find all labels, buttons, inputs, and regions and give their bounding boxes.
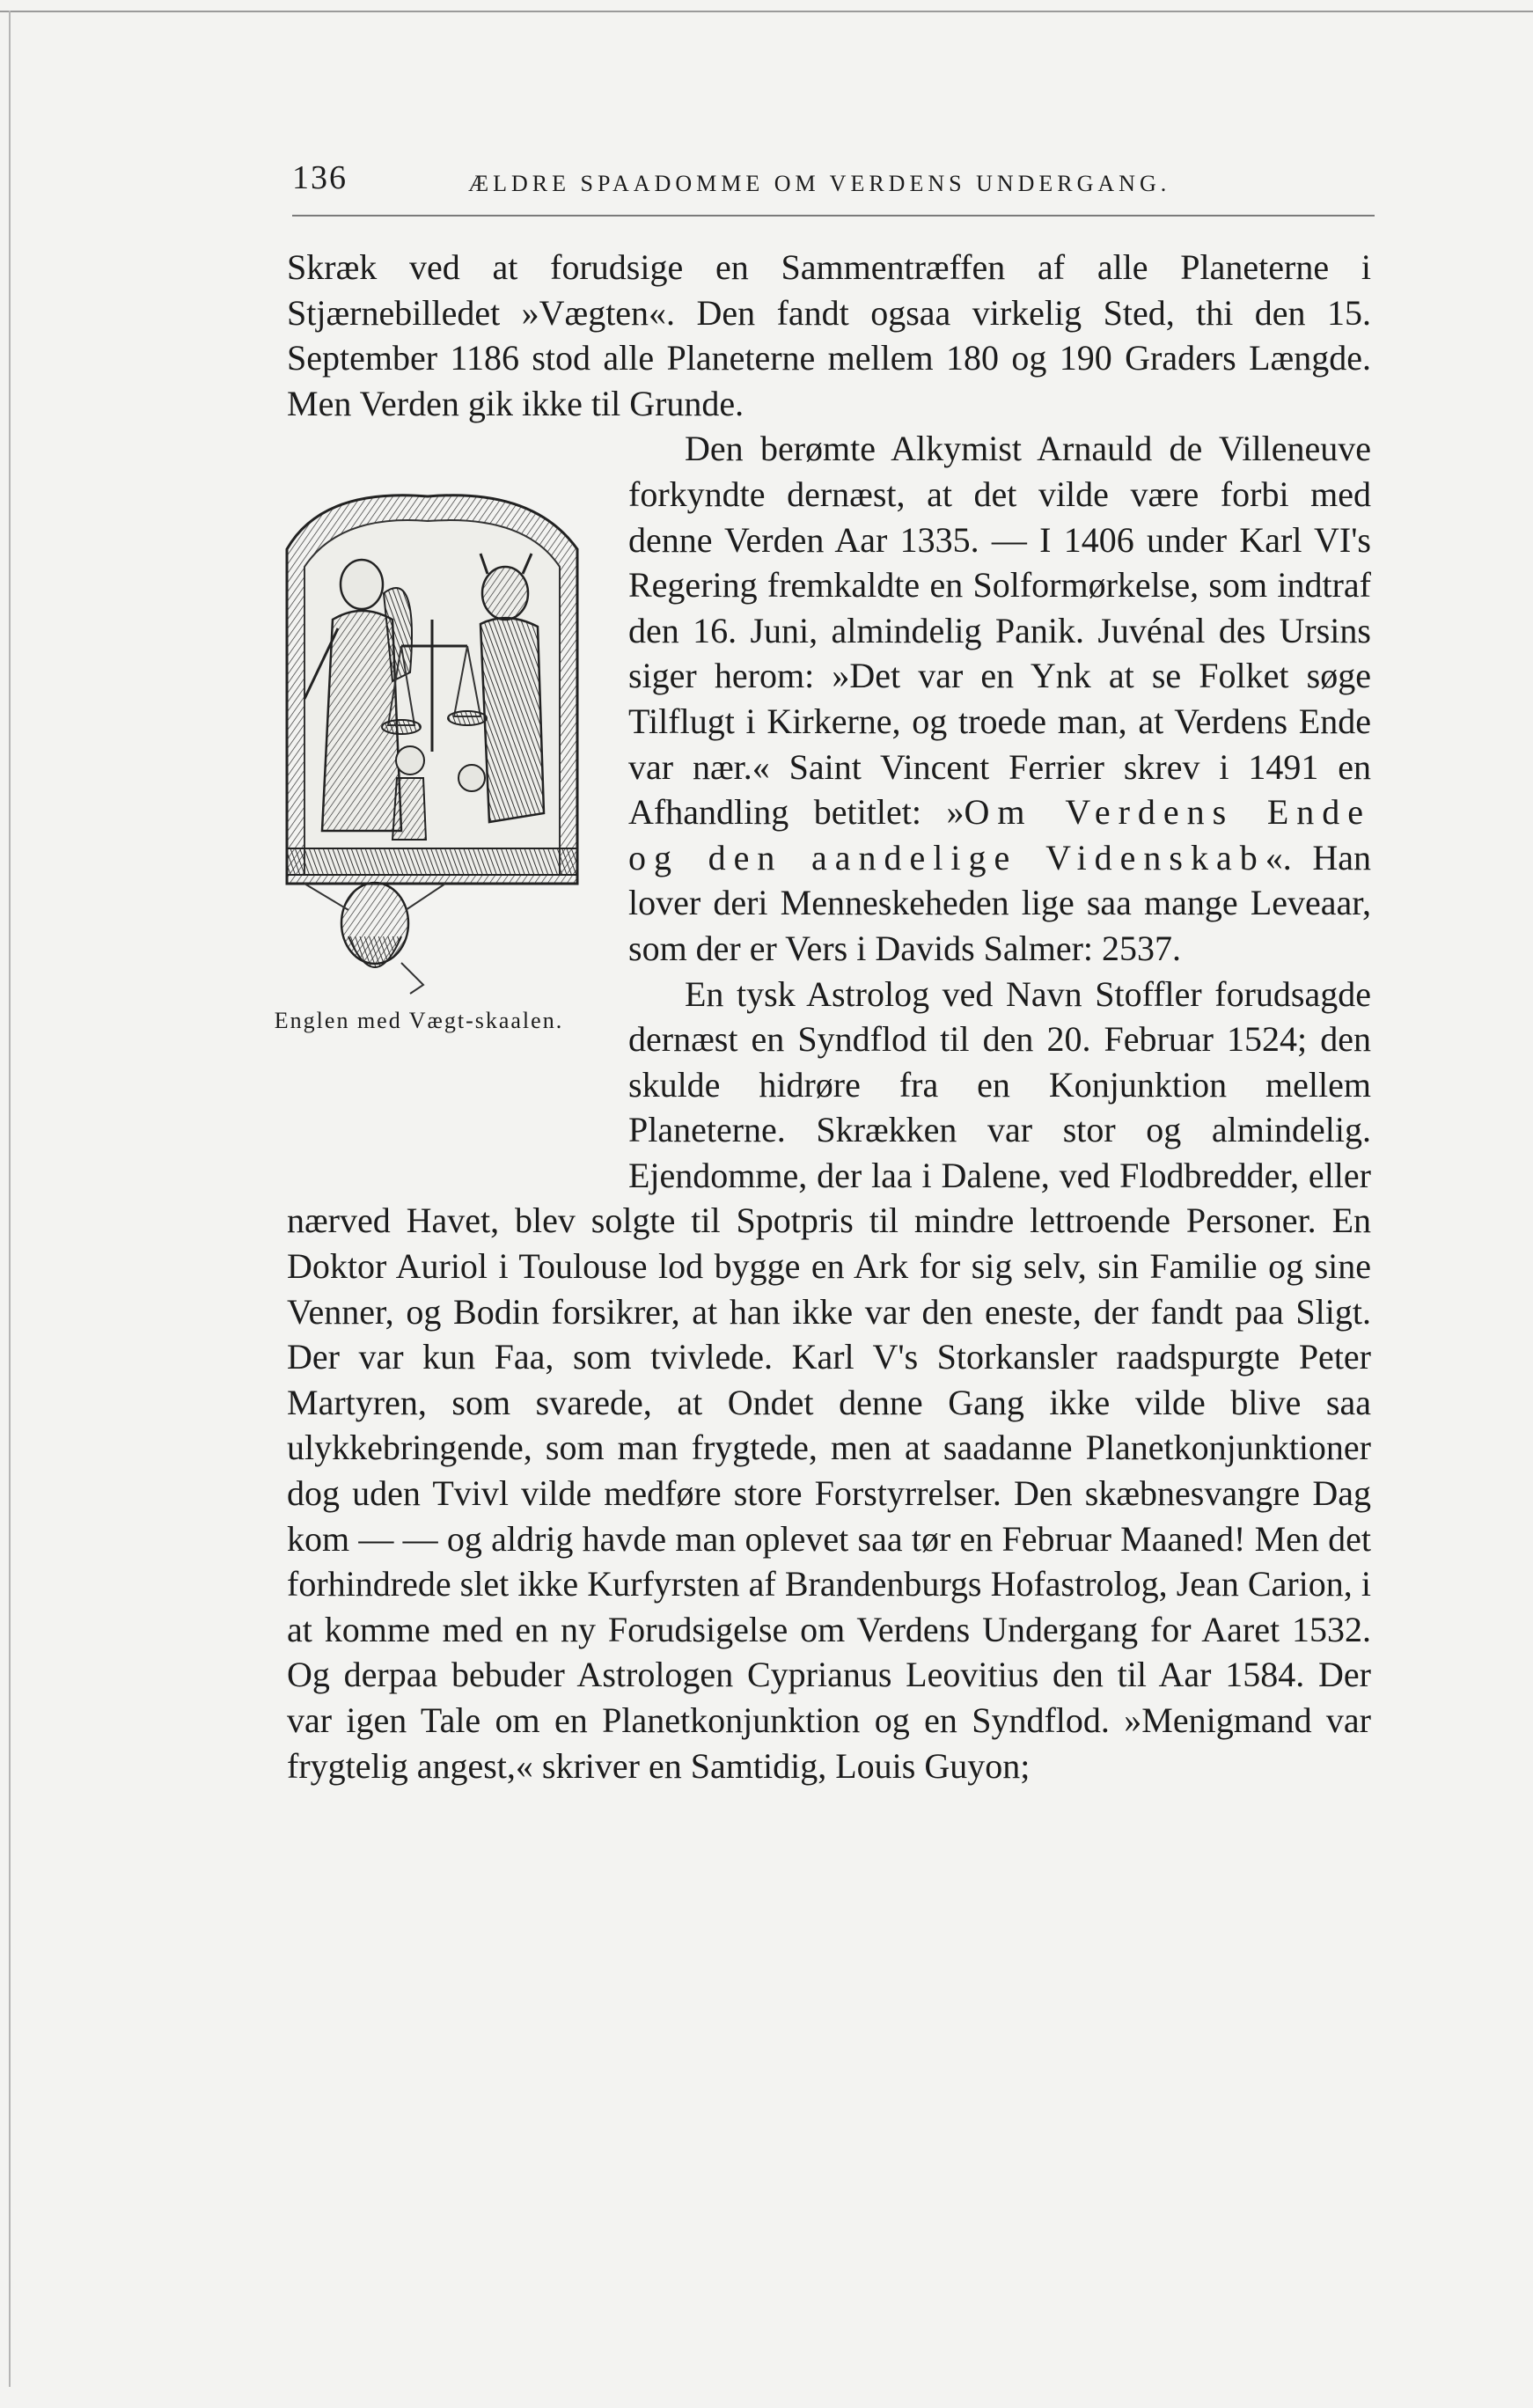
figure-angel-with-scales <box>269 470 595 1192</box>
treatise-title: Om Verdens Ende og den aandelige Videnskab <box>628 792 1371 877</box>
paragraph-2-text-part-2: «. Han lover deri Menneskeheden lige saa mange Leveaar, som der er Vers i Davids Salmer: 2537. <box>628 837 1371 968</box>
paragraph-2-text-part-1: Den berømte Alkymist Arnauld de Villeneuve forkyndte dernæst, at det vilde være forbi med denne Verden Aar 1335. — I 1406 under Karl VI's Regering fremkaldte en Solformørkelse, som indtraf den 16. Juni, almindelig Panik. Juvénal des Ursins siger herom: »Det var en Ynk at se Folket søge Tilflugt i Kirkerne, og troede man, at Verdens Ende var nær.« Saint Vincent Ferrier skrev i 1491 en Afhandling betitlet: » <box>628 429 1371 833</box>
scan-edge-top <box>0 11 1533 12</box>
page-number: 136 <box>292 159 348 196</box>
figure-caption: Englen med Vægt-skaalen. <box>274 1008 564 1034</box>
relief-angel-with-scales-and-demon <box>269 470 595 998</box>
paragraph-3-text: En tysk Astrolog ved Navn Stoffler forudsagde dernæst en Syndflod til den 20. Februar 1524; den skulde hidrøre fra en Konjunktion mellem Planeterne. Skrækken var stor og almindelig. Ejendomme, der laa i Dalene, ved Flodbredder, eller nærved Havet, blev solgte til Spotpris til mindre lettroende Personer. En Doktor Auriol i Toulouse lod bygge en Ark for sig selv, sin Familie og sine Venner, og Bodin forsikrer, at han ikke var den eneste, der fandt paa Sligt. Der var kun Faa, som tvivlede. Karl V's Storkansler raadspurgte Peter Martyren, som svarede, at Ondet denne Gang ikke vilde blive saa ulykkebringende, som man frygtede, men at saadanne Planetkonjunktioner dog uden Tvivl vilde medføre store Forstyrrelser. Den skæbnesvangre Dag kom — — og aldrig havde man oplevet saa tør en Februar Maaned! Men det forhindrede slet ikke Kurfyrsten af Brandenburgs Hofastrolog, Jean Carion, i at komme med en ny Forudsigelse om Verdens Undergang for Aaret 1532. Og derpaa bebuder Astrologen Cyprianus Leovitius den til Aar 1584. Der var igen Tale om en Planetkonjunktion og en Syndflod. »Menigmand var frygtelig angest,« skriver en Samtidig, Louis Guyon; <box>287 973 1371 1786</box>
scan-edge-left <box>9 11 11 2387</box>
paragraph-1-text: Skræk ved at forudsige en Sammentræffen af alle Planeterne i Stjærnebilledet »Vægten«. Den fandt ogsaa virkelig Sted, thi den 15. September 1186 stod alle Planeterne mellem 180 og 190 Graders Længde. Men Verden gik ikke til Grunde. <box>287 247 1371 423</box>
running-head <box>292 158 1375 211</box>
body-text <box>274 245 1371 1788</box>
header-rule <box>292 215 1375 217</box>
paragraph-1-start <box>287 245 1371 426</box>
running-title: ÆLDRE SPAADOMME OM VERDENS UNDERGANG. <box>468 171 1171 196</box>
